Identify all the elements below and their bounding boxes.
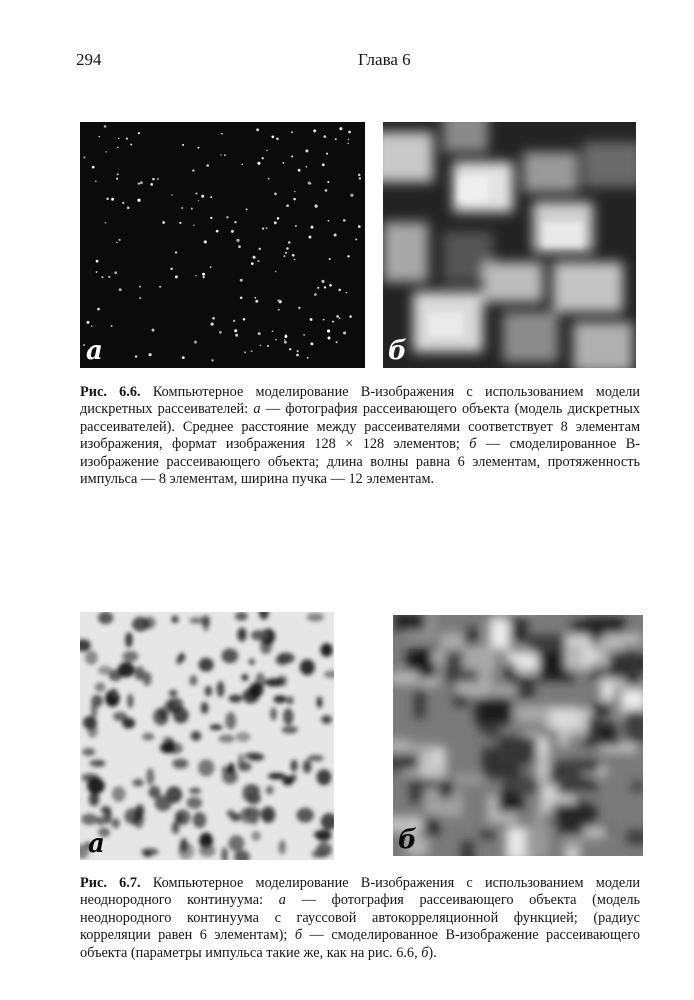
caption-ref-b: б [294, 927, 303, 944]
figure-6-7-label: Рис. 6.7. [80, 875, 141, 891]
figure-6-6-panel-b [383, 122, 636, 368]
figure-6-6-panel-a [80, 122, 365, 368]
chapter-title: Глава 6 [358, 50, 411, 69]
caption-ref-a: а [278, 892, 286, 909]
caption-text: — смоделированное В-изображение рассеивающего объекта; длина волны равна 6 элементам, протяженность импульса — 8 элементам, ширина пучка — 12 элементам. [80, 436, 640, 488]
caption-ref-b: б [421, 944, 429, 961]
figure-6-7-panel-b [393, 615, 643, 856]
caption-text: Компьютерное моделирование В-изображения с использованием модели неоднородного континуума: [80, 875, 640, 909]
caption-text: Компьютерное моделирование В-изображения с использованием модели дискретных рассеивателей: [80, 384, 640, 418]
caption-text: ). [428, 944, 437, 961]
page-number: 294 [76, 50, 102, 69]
figure-6-7-panel-a-label: а [88, 829, 105, 859]
figure-6-6-panel-a-label: а [86, 336, 103, 366]
caption-text: — фотография рассеивающего объекта (модель неоднородного континуума с гауссовой автокорреляционной функцией; (радиус корреляции равен 6 элементам); [80, 892, 640, 944]
simulated-b-image [393, 615, 643, 856]
figure-6-6-caption [80, 384, 640, 488]
figure-6-6-label: Рис. 6.6. [80, 384, 141, 400]
continuum-object-image [80, 612, 334, 860]
scatterer-dots-image [80, 122, 365, 368]
caption-ref-a: а [253, 401, 261, 418]
caption-text: — фотография рассеивающего объекта (модель дискретных рассеивателей). Среднее расстояние между рассеивателями соответствует 8 элементам изображения, формат изображения 128 × 128 элементов; [80, 401, 640, 453]
simulated-b-image [383, 122, 636, 368]
caption-ref-b: б [469, 436, 477, 453]
figure-6-7-panel-a [80, 612, 334, 860]
figure-6-6-panel-b-label: б [388, 336, 407, 366]
caption-text: — смоделированное В-изображение рассеивающего объекта (параметры импульса такие же, как на рис. 6.6, [80, 927, 640, 961]
figure-6-7-caption [80, 875, 640, 962]
figure-6-7-panel-b-label: б [398, 825, 417, 855]
